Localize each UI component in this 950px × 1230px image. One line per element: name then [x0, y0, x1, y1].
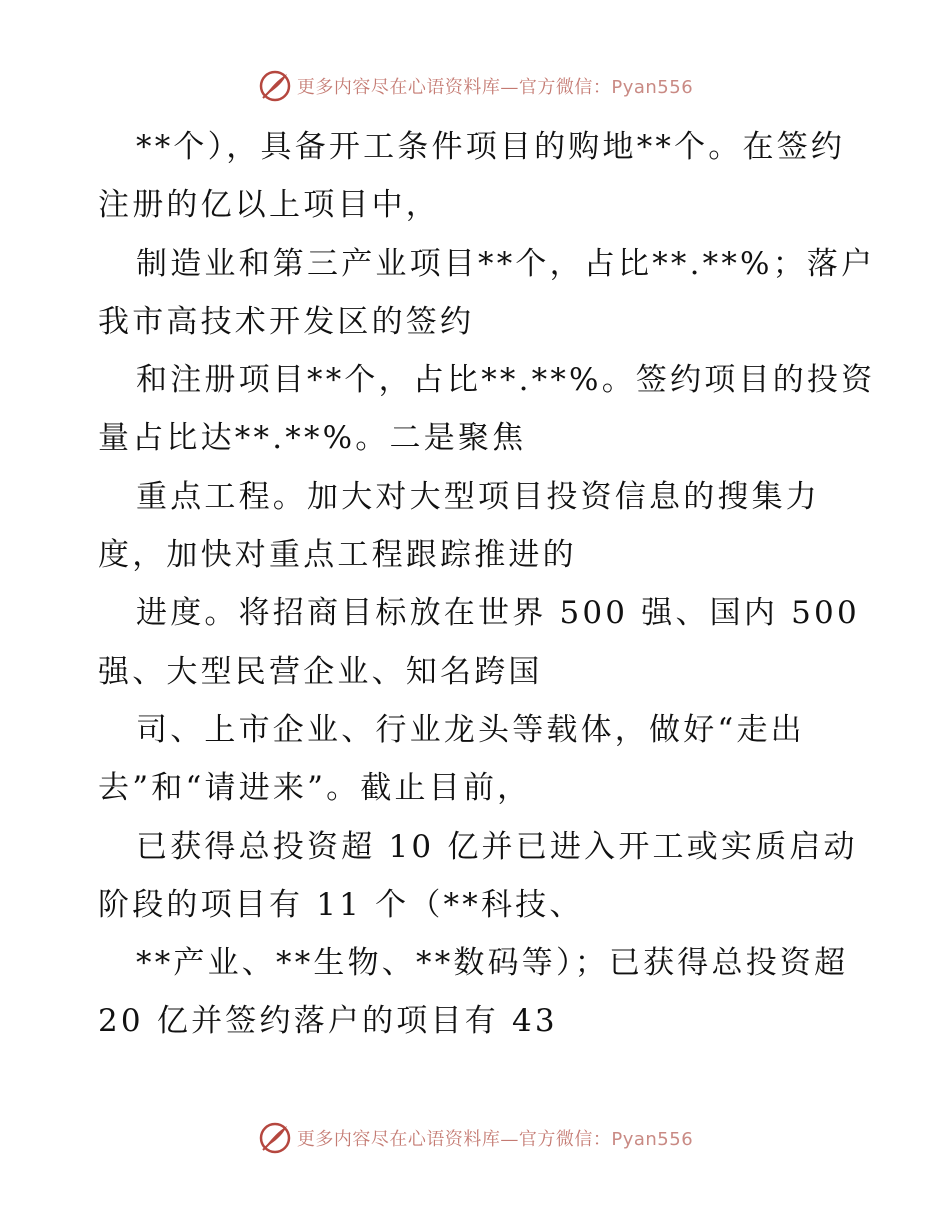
text-line: **个），具备开工条件项目的购地**个。在签约	[136, 129, 846, 165]
text-line: 注册的亿以上项目中，	[98, 187, 440, 224]
text-line: 阶段的项目有 11 个（**科技、	[98, 886, 584, 923]
text-line: 我市高技术开发区的签约	[98, 303, 475, 340]
text-line: 已获得总投资超 10 亿并已进入开工或实质启动	[136, 828, 858, 865]
text-line: 量占比达**.**%。二是聚焦	[98, 420, 527, 457]
text-line: 20 亿并签约落户的项目有 43	[98, 1003, 558, 1040]
document-body	[98, 118, 876, 1051]
feather-pen-logo-icon	[257, 1120, 293, 1156]
watermark-text: 更多内容尽在心语资料库—官方微信：Pyan556	[296, 77, 694, 98]
feather-pen-logo-icon	[257, 68, 293, 104]
text-line: 进度。将招商目标放在世界 500 强、国内 500	[136, 595, 860, 632]
text-line: 司、上市企业、行业龙头等载体，做好“走出	[136, 711, 805, 748]
text-line: 强、大型民营企业、知名跨国	[98, 653, 543, 690]
footer-watermark	[0, 1120, 950, 1156]
text-line: 重点工程。加大对大型项目投资信息的搜集力	[136, 478, 820, 515]
watermark-text: 更多内容尽在心语资料库—官方微信：Pyan556	[296, 1129, 694, 1150]
header-watermark	[0, 68, 950, 104]
text-line: 度，加快对重点工程跟踪推进的	[98, 537, 577, 574]
text-line: 和注册项目**个，占比**.**%。签约项目的投资	[136, 362, 876, 399]
text-line: 制造业和第三产业项目**个，占比**.**%；落户	[136, 245, 876, 282]
text-line: 去”和“请进来”。截止目前，	[98, 770, 532, 807]
text-line: **产业、**生物、**数码等）；已获得总投资超	[136, 945, 849, 982]
